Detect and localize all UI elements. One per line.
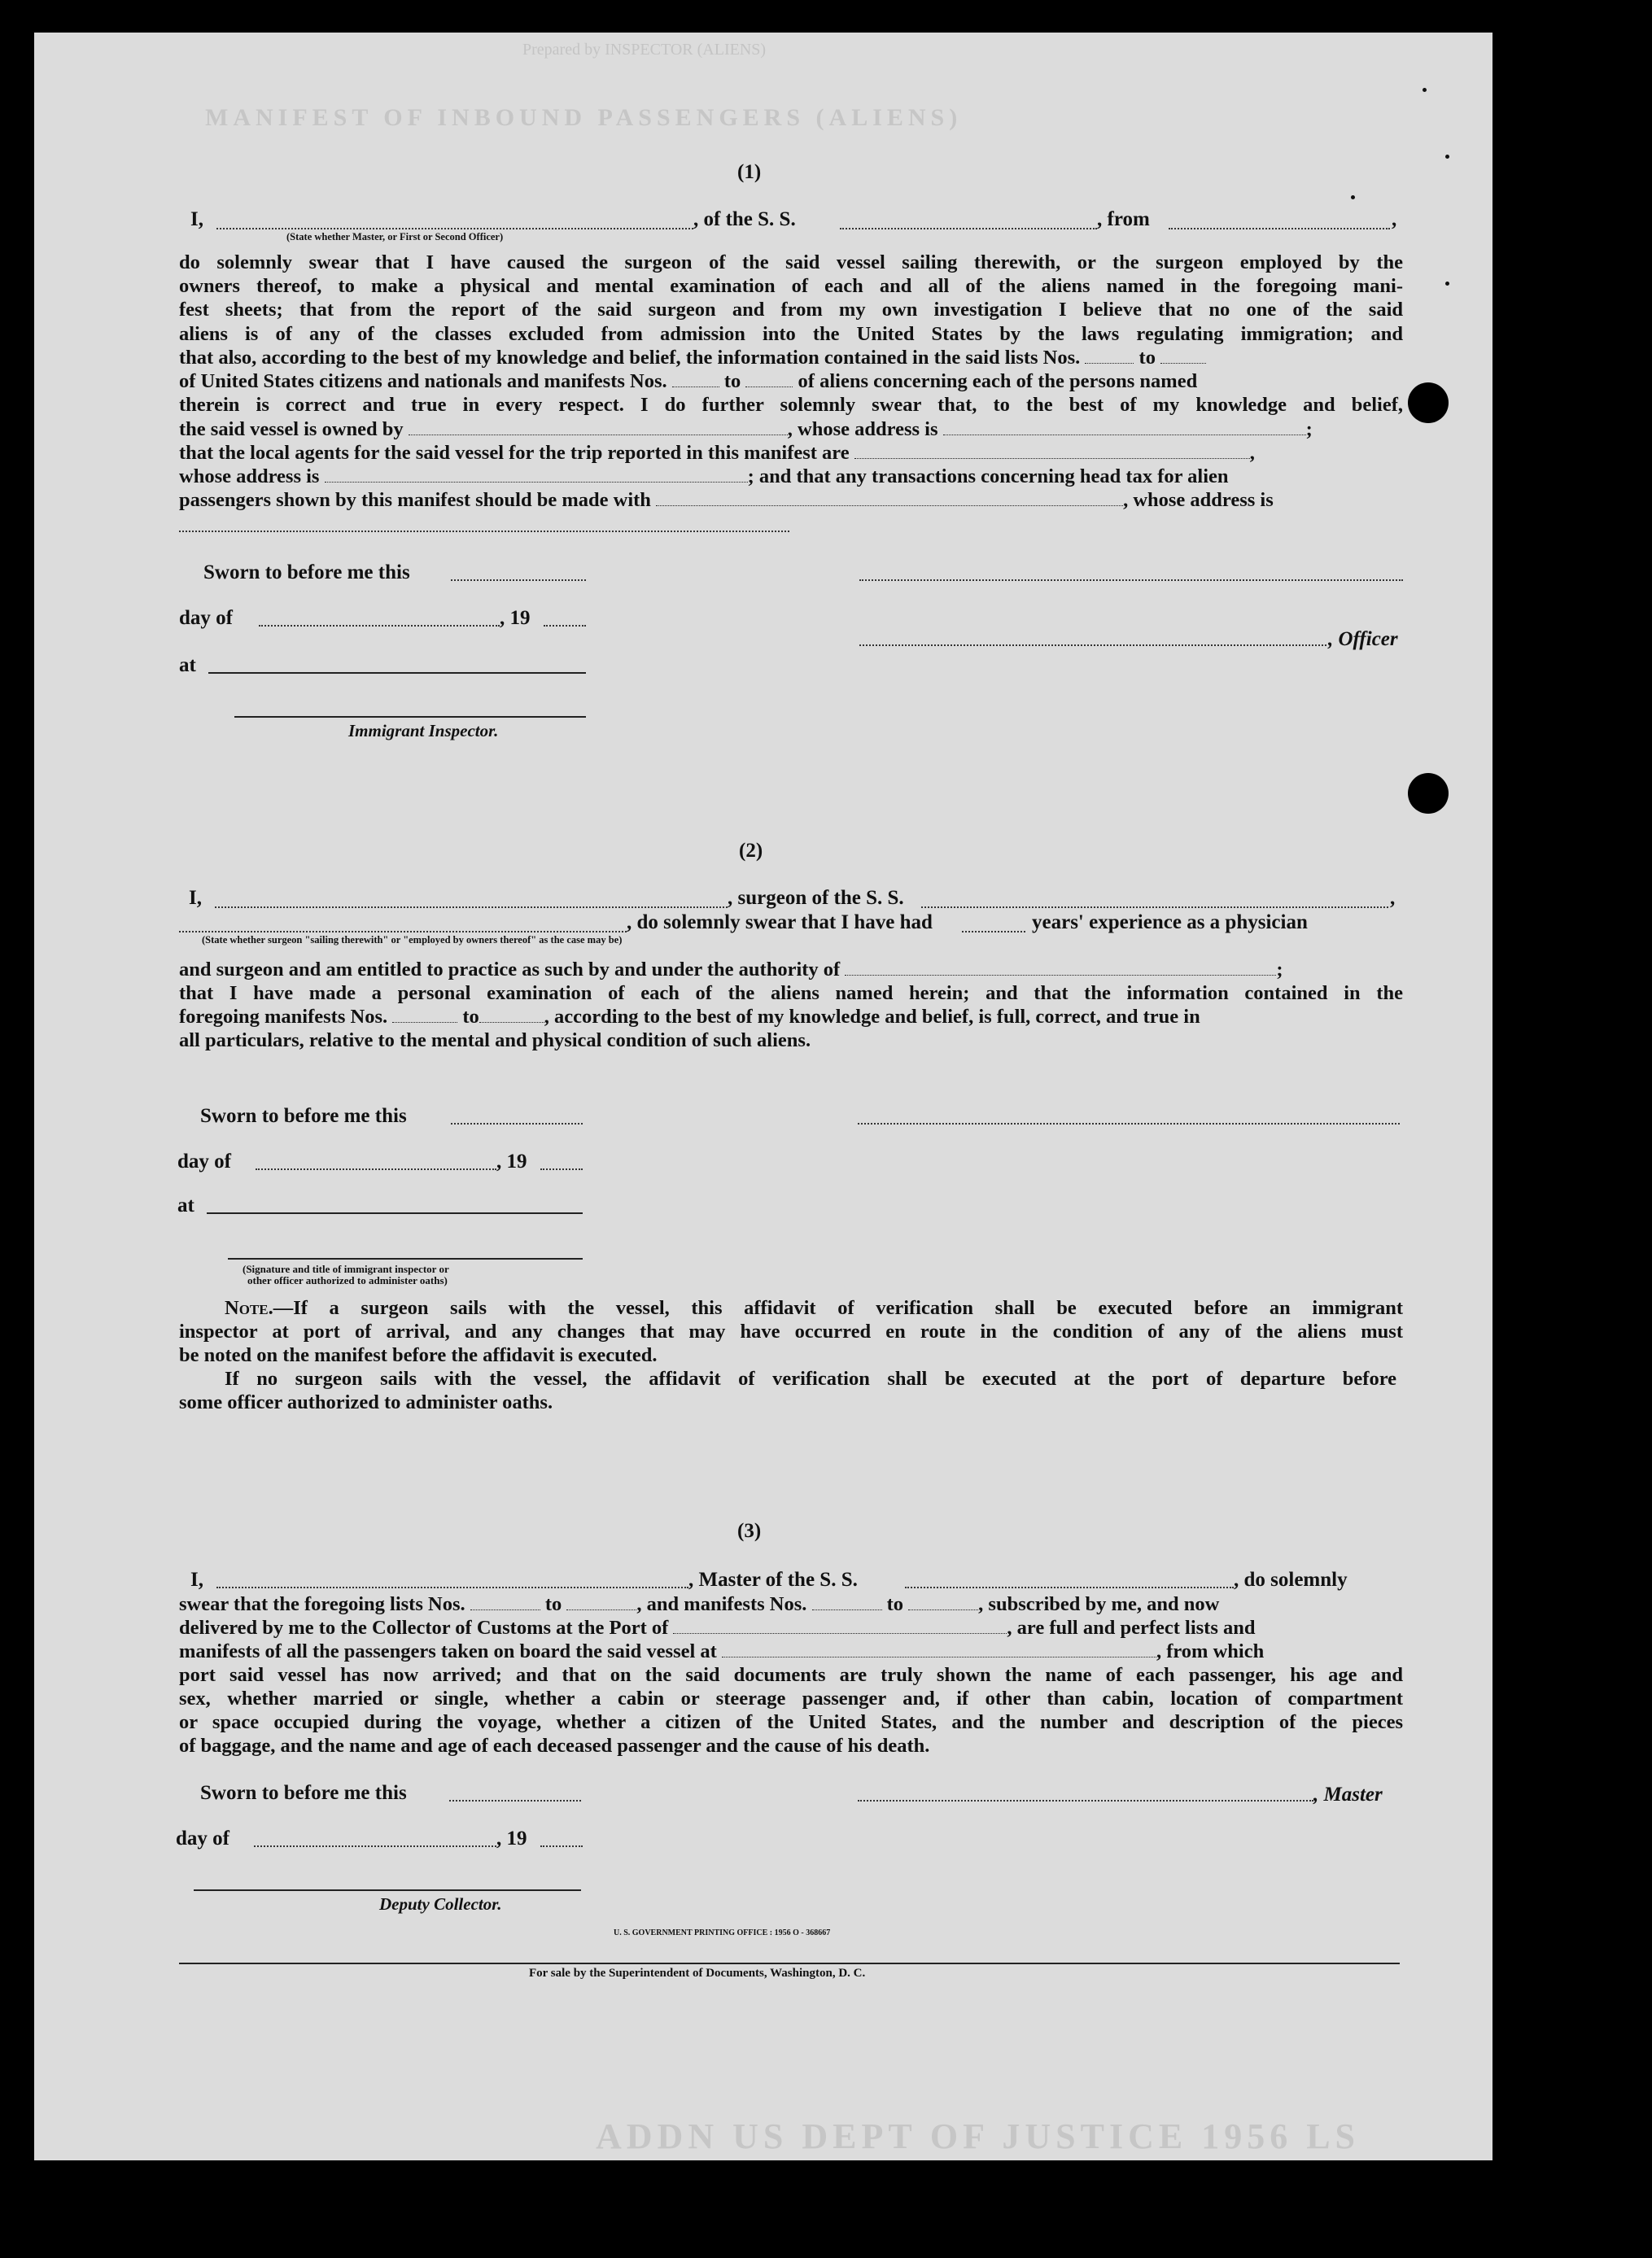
s1-at: at: [179, 654, 196, 676]
ghost-header-line1: Prepared by INSPECTOR (ALIENS): [522, 41, 767, 59]
s3-port-field[interactable]: [673, 1618, 1007, 1634]
s1-agents-text: that the local agents for the said vessel for the trip reported in this manifest are: [179, 442, 850, 464]
footer-rule: [179, 1963, 1400, 1964]
s2-note-line-3: be noted on the manifest before the affidavit is executed.: [179, 1344, 658, 1366]
s3-deputy-sign-field[interactable]: [194, 1889, 581, 1891]
s1-agents-address-field[interactable]: [325, 467, 748, 483]
s1-day-of: day of: [179, 607, 233, 629]
s2-sworn: Sworn to before me this: [200, 1105, 407, 1127]
s2-authority-text: and surgeon and am entitled to practice as such by and under the authority of: [179, 959, 841, 981]
s3-subscribed-text: , subscribed by me, and now: [978, 1593, 1220, 1615]
s2-authority-field[interactable]: [845, 960, 1276, 976]
s2-manifests-line: [179, 1005, 1200, 1029]
s2-para-line: that I have made a personal examination of each of the aliens named herein; and that the information contained in the: [179, 982, 1403, 1004]
punch-hole: [1408, 382, 1449, 423]
s2-note-line-1: [225, 1296, 1403, 1321]
s1-agents-address-line: [179, 465, 1229, 489]
s2-manifest-from-field[interactable]: [392, 1007, 457, 1023]
s2-signature-field[interactable]: [858, 1123, 1400, 1125]
section-2-number: (2): [739, 840, 763, 862]
s1-sworn: Sworn to before me this: [203, 561, 410, 583]
s3-taken-field[interactable]: [722, 1642, 1156, 1657]
s1-vessel-field[interactable]: [840, 228, 1097, 229]
s3-lists-line: [179, 1592, 1219, 1617]
s1-owner-address-field[interactable]: [943, 420, 1306, 435]
s3-master-of: , Master of the S. S.: [688, 1569, 858, 1591]
s1-inspector-sign-field[interactable]: [234, 716, 586, 718]
s3-i: I,: [190, 1569, 203, 1591]
s1-year: , 19: [500, 607, 531, 629]
s3-para-line: port said vessel has now arrived; and that on the said documents are truly shown the name of each passenger, his age and: [179, 1664, 1403, 1686]
s2-note-line-5: some officer authorized to administer oaths.: [179, 1391, 553, 1413]
s1-list-to: to: [1138, 347, 1156, 369]
s1-list-from-field[interactable]: [1085, 348, 1134, 364]
s2-sworn-field[interactable]: [451, 1123, 583, 1125]
s3-taken-line: [179, 1640, 1264, 1664]
s1-i: I,: [190, 208, 203, 230]
s2-inspector-sign-field[interactable]: [228, 1258, 583, 1260]
s1-lists-line: [179, 346, 1206, 370]
s1-from: , from: [1097, 208, 1150, 230]
s2-vessel-field[interactable]: [921, 906, 1388, 908]
s2-note-line-2: inspector at port of arrival, and any changes that may have occurred en route in the condition of any of the aliens must: [179, 1321, 1403, 1343]
s1-manifest-to: to: [723, 370, 741, 392]
s2-surgeon-of: , surgeon of the S. S.: [728, 887, 904, 909]
s1-semicolon: ;: [1305, 418, 1313, 440]
ghost-bottom-text: ADDN US DEPT OF JUSTICE 1956 LS: [596, 2116, 1361, 2156]
s2-note-label: Note.: [225, 1297, 273, 1319]
s2-note-line-4: If no surgeon sails with the vessel, the affidavit of verification shall be executed at the port of departure before: [225, 1368, 1396, 1390]
s3-sworn: Sworn to before me this: [200, 1782, 407, 1804]
s1-manifests-line: [179, 369, 1197, 394]
section-3-number: (3): [737, 1520, 762, 1542]
s3-port-line: [179, 1616, 1256, 1640]
s1-year-field[interactable]: [544, 625, 586, 627]
s1-lists-text: that also, according to the best of my knowledge and belief, the information contained in the said lists Nos.: [179, 347, 1081, 369]
s1-manifest-from-field[interactable]: [672, 372, 719, 387]
s1-para-line: do solemnly swear that I have caused the surgeon of the said vessel sailing therewith, or the surgeon employed by the: [179, 251, 1403, 273]
s1-manifests-text: of United States citizens and nationals and manifests Nos.: [179, 370, 667, 392]
s1-sworn-field[interactable]: [451, 579, 586, 581]
s3-para-line: of baggage, and the name and age of each deceased passenger and the cause of his death.: [179, 1735, 930, 1757]
ghost-header-line2: MANIFEST OF INBOUND PASSENGERS (ALIENS): [205, 104, 963, 131]
s1-from-field[interactable]: [1169, 228, 1390, 229]
s3-taken-text-2: , from which: [1156, 1640, 1265, 1662]
s1-owner-address-label: , whose address is: [787, 418, 938, 440]
s3-port-text: delivered by me to the Collector of Customs at the Port of: [179, 1617, 669, 1639]
s2-manifests-text-2: , according to the best of my knowledge and belief, is full, correct, and true in: [544, 1006, 1200, 1028]
s3-list-from-field[interactable]: [470, 1595, 540, 1610]
s1-inspector-label: Immigrant Inspector.: [348, 721, 499, 740]
s2-at: at: [177, 1195, 194, 1216]
s1-of-ss: , of the S. S.: [693, 208, 796, 230]
s1-owner-line: [179, 417, 1313, 442]
s1-officer-sign-field[interactable]: [859, 644, 1326, 646]
s2-sig-note-1: (Signature and title of immigrant inspector or: [243, 1263, 449, 1275]
s1-comma-2: ,: [1249, 442, 1255, 464]
s3-taken-text: manifests of all the passengers taken on board the said vessel at: [179, 1640, 717, 1662]
s3-manifest-to: to: [886, 1593, 904, 1615]
s1-headtax-address-label: , whose address is: [1123, 489, 1274, 511]
s1-headtax-text-2: passengers shown by this manifest should be made with: [179, 489, 651, 511]
s1-officer-label: , Officer: [1328, 628, 1398, 650]
s2-para-line: all particulars, relative to the mental and physical condition of such aliens.: [179, 1029, 811, 1051]
s3-list-to: to: [544, 1593, 562, 1615]
s1-owner-field[interactable]: [409, 420, 788, 435]
s3-master-sign-field[interactable]: [858, 1800, 1313, 1802]
document-page: [34, 33, 1492, 2160]
s3-year: , 19: [496, 1828, 527, 1850]
s3-list-to-field[interactable]: [566, 1595, 636, 1610]
s1-officer-field[interactable]: [216, 228, 693, 229]
s1-manifest-to-field[interactable]: [745, 372, 793, 387]
s3-para-line: or space occupied during the voyage, whether a citizen of the United States, and the number and description of the pieces: [179, 1711, 1403, 1733]
s2-at-field[interactable]: [207, 1212, 583, 1214]
s1-para-line: fest sheets; that from the report of the said surgeon and from my own investigation I believe that no one of the said: [179, 299, 1403, 321]
s1-comma: ,: [1392, 208, 1397, 230]
s2-surgeon-name-field[interactable]: [215, 906, 728, 908]
section-1-number: (1): [737, 161, 762, 183]
s3-year-field[interactable]: [540, 1845, 583, 1847]
s1-owner-text: the said vessel is owned by: [179, 418, 404, 440]
s3-vessel-field[interactable]: [905, 1587, 1234, 1588]
s2-year: , 19: [496, 1151, 527, 1173]
s2-year-field[interactable]: [540, 1168, 583, 1170]
s2-swear: , do solemnly swear that I have had: [627, 911, 933, 933]
s2-sailing-field[interactable]: [179, 931, 627, 932]
s2-manifests-text: foregoing manifests Nos.: [179, 1006, 388, 1028]
s1-para-line: aliens is of any of the classes excluded from admission into the United States by the laws regulating immigration; and: [179, 323, 1403, 345]
s2-manifest-to: to: [462, 1006, 479, 1028]
s1-at-field[interactable]: [208, 672, 586, 674]
s3-port-text-2: , are full and perfect lists and: [1007, 1617, 1256, 1639]
s1-headtax-field[interactable]: [656, 491, 1123, 506]
s3-manifest-from-field[interactable]: [812, 1595, 882, 1610]
s2-sig-note-2: other officer authorized to administer oaths): [247, 1274, 448, 1286]
s3-day-of: day of: [176, 1828, 229, 1850]
s2-authority-line: [179, 958, 1283, 982]
s1-para-line: owners thereof, to make a physical and mental examination of each and all of the aliens named in the foregoing mani-: [179, 275, 1403, 297]
s3-master-name-field[interactable]: [216, 1587, 688, 1588]
s1-officer-note: (State whether Master, or First or Second Officer): [286, 231, 504, 242]
s3-para-line: sex, whether married or single, whether a cabin or steerage passenger and, if other than cabin, location of compartment: [179, 1688, 1403, 1710]
s1-headtax-address-field[interactable]: [179, 531, 789, 532]
s1-headtax-text: ; and that any transactions concerning head tax for alien: [747, 465, 1229, 487]
speck: [1423, 88, 1427, 92]
s2-years-field[interactable]: [962, 931, 1025, 932]
gpo-imprint: U. S. GOVERNMENT PRINTING OFFICE : 1956 O - 368667: [614, 1928, 831, 1937]
s1-manifests-text-2: of aliens concerning each of the persons named: [798, 370, 1198, 392]
s3-sworn-field[interactable]: [449, 1800, 581, 1802]
s1-signature-field[interactable]: [859, 579, 1403, 581]
s2-years-text: years' experience as a physician: [1032, 911, 1308, 933]
speck: [1445, 282, 1449, 286]
punch-hole: [1408, 773, 1449, 814]
s1-agents-field[interactable]: [854, 443, 1250, 459]
s2-day-of: day of: [177, 1151, 231, 1173]
s1-agents-line: [179, 441, 1255, 465]
s3-deputy-label: Deputy Collector.: [379, 1894, 502, 1914]
s3-manifest-to-field[interactable]: [908, 1595, 978, 1610]
s3-solemnly: , do solemnly: [1234, 1569, 1348, 1591]
s2-note-text-1: —If a surgeon sails with the vessel, this affidavit of verification shall be executed before an immigrant: [273, 1297, 1403, 1319]
s1-headtax-line: [179, 488, 1274, 513]
s3-manifests-text: , and manifests Nos.: [636, 1593, 807, 1615]
s1-list-to-field[interactable]: [1160, 348, 1206, 364]
s2-semicolon: ;: [1276, 959, 1283, 981]
s2-i: I,: [189, 887, 202, 909]
s1-para-line: therein is correct and true in every respect. I do further solemnly swear that, to the best of my knowledge and belief,: [179, 394, 1403, 416]
s3-day-field[interactable]: [254, 1845, 496, 1847]
s2-comma: ,: [1390, 887, 1396, 909]
s1-agents-address-label: whose address is: [179, 465, 320, 487]
s2-sailing-note: (State whether surgeon "sailing therewith" or "employed by owners thereof" as the case may be): [202, 934, 623, 946]
sale-notice: For sale by the Superintendent of Documents, Washington, D. C.: [529, 1967, 866, 1980]
s3-lists-text: swear that the foregoing lists Nos.: [179, 1593, 465, 1615]
s3-master-label: , Master: [1313, 1784, 1383, 1806]
s2-day-field[interactable]: [256, 1168, 496, 1170]
s1-day-field[interactable]: [259, 625, 500, 627]
s2-manifest-to-field[interactable]: [479, 1007, 544, 1023]
speck: [1351, 195, 1355, 199]
speck: [1445, 155, 1449, 159]
